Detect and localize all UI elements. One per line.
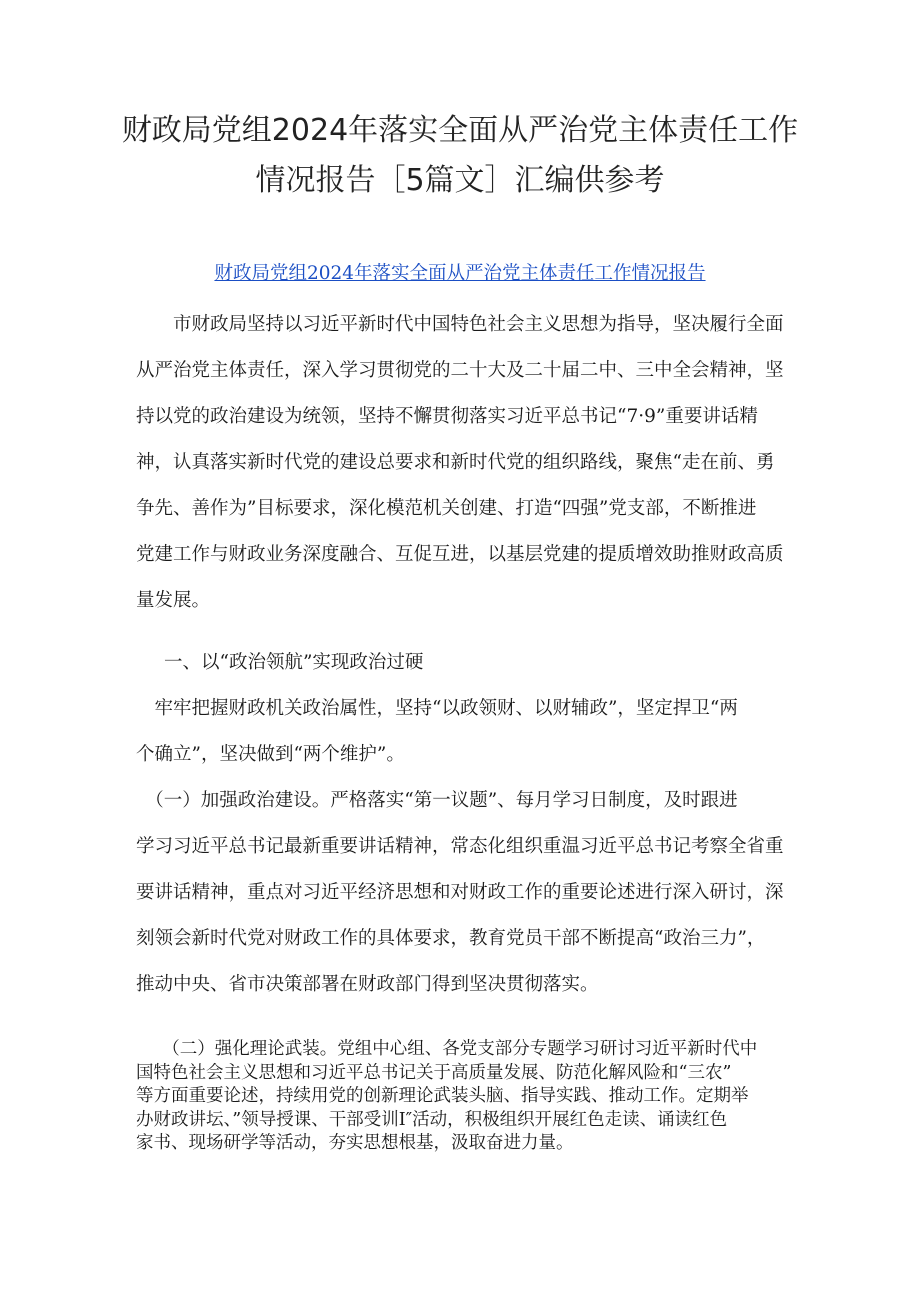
text-line: 办财政讲坛、”领导授课、干部受训I″活动，积极组织开展红色走读、诵读红色 [136, 1109, 728, 1130]
paragraph-theory-arming [136, 1038, 788, 1156]
title-line-1: 财政局党组2024年落实全面从严治党主体责任工作 [121, 113, 799, 148]
text-line: 学习习近平总书记最新重要讲话精神，常态化组织重温习近平总书记考察全省重 [136, 836, 784, 857]
text-line: 推动中央、省市决策部署在财政部门得到坚决贯彻落实。 [136, 974, 599, 995]
text-line: 等方面重要论述，持续用党的创新理论武装头脑、指导实践、推动工作。定期举 [136, 1086, 749, 1106]
section-heading-1: 一、以“政治领航”实现政治过硬 [164, 652, 424, 673]
text-line: 个确立”，坚决做到“两个维护”。 [136, 744, 405, 765]
text-line: 市财政局坚持以习近平新时代中国特色社会主义思想为指导，坚决履行全面 [136, 314, 784, 335]
text-line: 争先、善作为”目标要求，深化模范机关创建、打造“四强”党支部，不断推进 [136, 498, 757, 519]
document-title [100, 106, 820, 206]
paragraph-political-building [136, 778, 788, 1008]
report-title-link[interactable]: 财政局党组2024年落实全面从严治党主体责任工作情况报告 [214, 263, 706, 284]
text-line: 要讲话精神，重点对习近平经济思想和对财政工作的重要论述进行深入研讨，深 [136, 882, 784, 903]
text-line: 量发展。 [136, 590, 211, 611]
text-line: （一）加强政治建设。严格落实“第一议题”、每月学习日制度，及时跟进 [136, 790, 738, 811]
paragraph-intro [136, 302, 788, 624]
text-line: 家书、现场研学等活动，夯实思想根基，汲取奋进力量。 [136, 1133, 574, 1153]
text-line: 刻领会新时代党对财政工作的具体要求，教育党员干部不断提高“政治三力”， [136, 928, 766, 949]
text-line: 党建工作与财政业务深度融合、互促互进，以基层党建的提质增效助推财政高质 [136, 544, 784, 565]
text-line: 牢牢把握财政机关政治属性，坚持“以政领财、以财辅政”，坚定捍卫“两 [136, 698, 738, 719]
text-line: 从严治党主体责任，深入学习贯彻党的二十大及二十届二中、三中全会精神，坚 [136, 360, 784, 381]
text-line: 持以党的政治建设为统领，坚持不懈贯彻落实习近平总书记“7·9”重要讲话精 [136, 406, 758, 427]
paragraph-section-intro [136, 686, 788, 778]
text-line: 国特色社会主义思想和习近平总书记关于高质量发展、防范化解风险和“三农” [136, 1062, 732, 1083]
text-line: （二）强化理论武装。党组中心组、各党支部分专题学习研讨习近平新时代中 [136, 1039, 758, 1059]
title-line-2: 情况报告［5篇文］汇编供参考 [255, 163, 665, 198]
text-line: 神，认真落实新时代党的建设总要求和新时代党的组织路线，聚焦“走在前、勇 [136, 452, 775, 473]
